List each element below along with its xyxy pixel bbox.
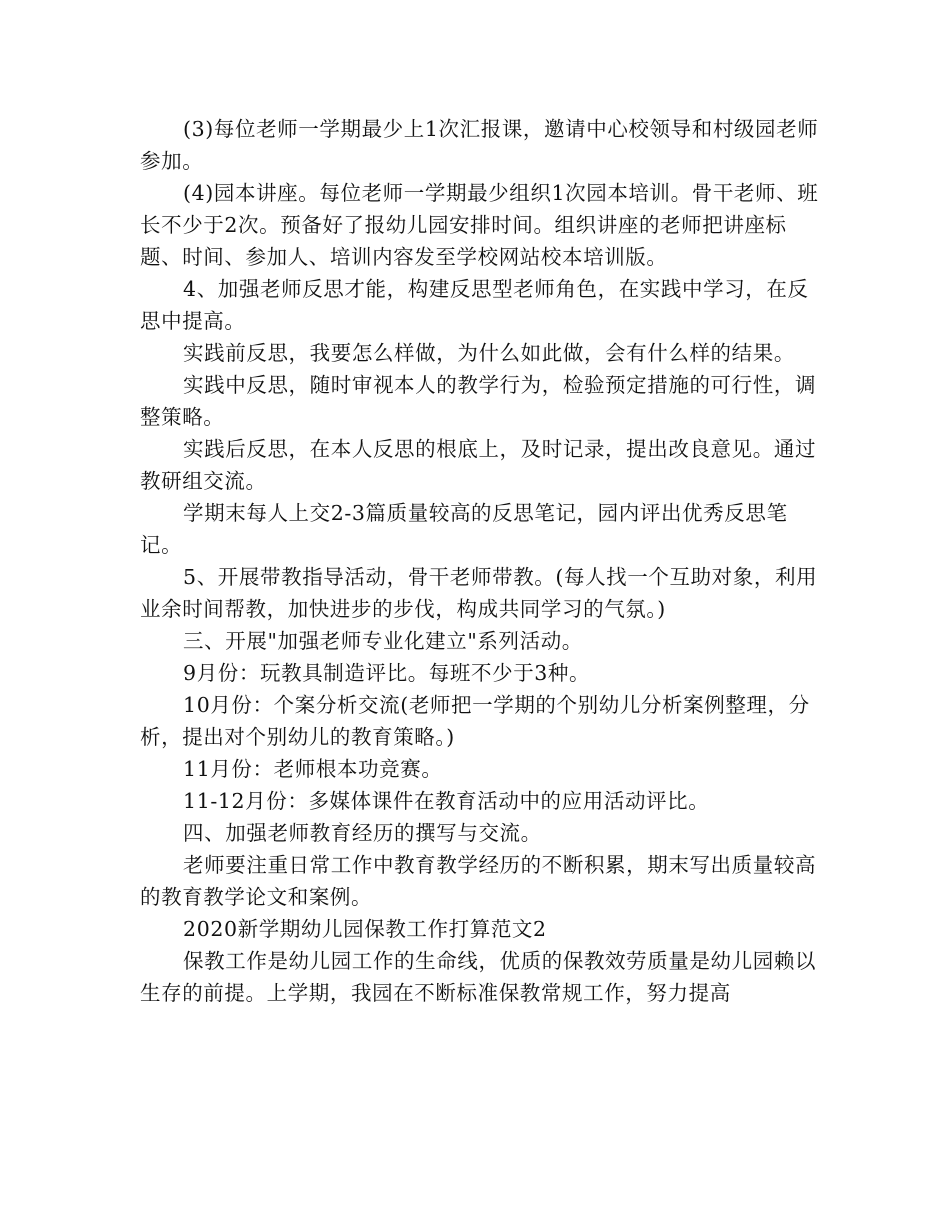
paragraph-8: 5、开展带教指导活动，骨干老师带教。(每人找一个互助对象，利用业余时间帮教，加快进步的步伐，构成共同学习的气氛。) [140,565,818,621]
paragraph-11: 10月份：个案分析交流(老师把一学期的个别幼儿分析案例整理，分析，提出对个别幼儿的教育策略。) [140,693,810,749]
section-heading-3: 三、开展"加强老师专业化建立"系列活动。 [183,629,583,653]
paragraph-15: 老师要注重日常工作中教育教学经历的不断积累，期末写出质量较高的教育教学论文和案例。 [140,853,817,909]
document-body [140,113,820,1009]
paragraph-1: (3)每位老师一学期最少上1次汇报课，邀请中心校领导和村级园老师参加。 [140,117,819,173]
paragraph-2: (4)园本讲座。每位老师一学期最少组织1次园本培训。骨干老师、班长不少于2次。预备好了报幼儿园安排时间。组织讲座的老师把讲座标题、时间、参加人、培训内容发至学校网站校本培训版。 [140,181,819,269]
paragraph-6: 实践后反思，在本人反思的根底上，及时记录，提出改良意见。通过教研组交流。 [140,437,817,493]
paragraph-3: 4、加强老师反思才能，构建反思型老师角色，在实践中学习，在反思中提高。 [140,277,809,333]
paragraph-12: 11月份：老师根本功竞赛。 [183,757,443,781]
paragraph-10: 9月份：玩教具制造评比。每班不少于3种。 [183,661,591,685]
paragraph-7: 学期末每人上交2-3篇质量较高的反思笔记，园内评出优秀反思笔记。 [140,501,788,557]
paragraph-4: 实践前反思，我要怎么样做，为什么如此做，会有什么样的结果。 [183,341,795,365]
article-title-2: 2020新学期幼儿园保教工作打算范文2 [183,917,547,941]
paragraph-5: 实践中反思，随时审视本人的教学行为，检验预定措施的可行性，调整策略。 [140,373,817,429]
paragraph-17: 保教工作是幼儿园工作的生命线，优质的保教效劳质量是幼儿园赖以生存的前提。上学期，我园在不断标准保教常规工作，努力提高 [140,949,817,1005]
section-heading-4: 四、加强老师教育经历的撰写与交流。 [183,821,542,845]
paragraph-13: 11-12月份：多媒体课件在教育活动中的应用活动评比。 [183,789,710,813]
